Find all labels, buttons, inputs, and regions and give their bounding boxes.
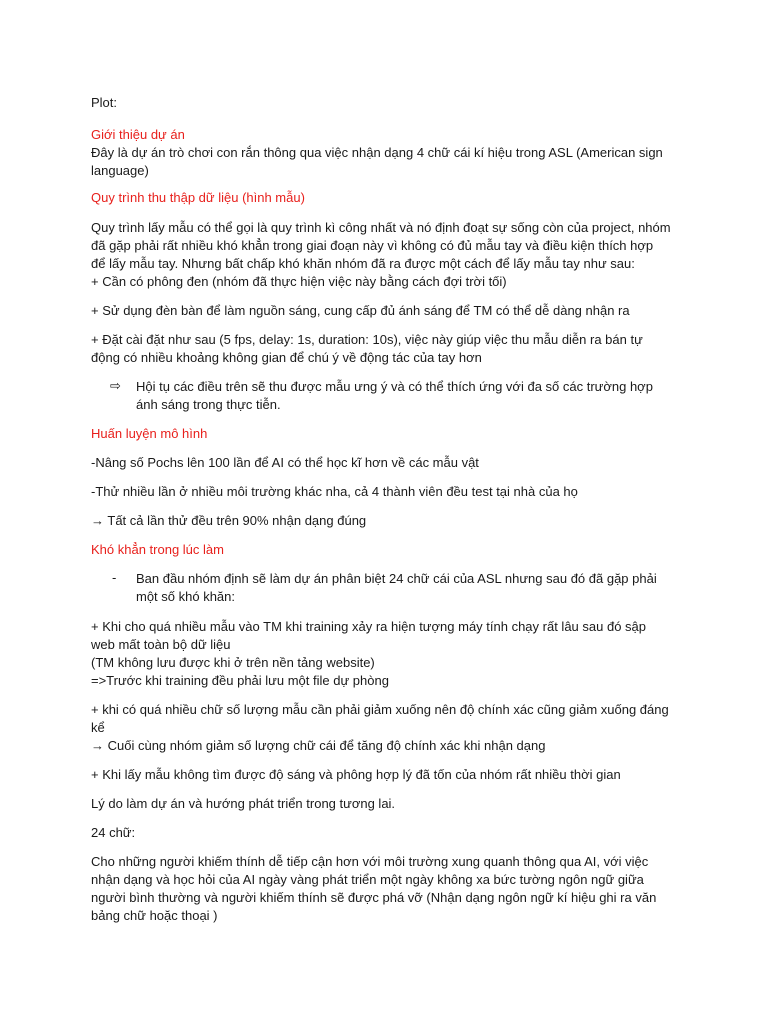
collection-item-lamp: + Sử dụng đèn bàn để làm nguồn sáng, cung cấp đủ ánh sáng để TM có thể dễ dàng nhận ra [91,303,630,318]
reason-paragraph: Cho những người khiếm thính dễ tiếp cận hơn với môi trường xung quanh thông qua AI, với việc nhận dạng và học hỏi của AI ngày vàng phát triển một ngày không xa bức tường ngôn ngữ giữa người bình thường và người khiếm thính sẽ được phá vỡ (Nhận dạng ngôn ngữ kí hiệu ghi ra văn bảng chữ hoặc thoại ) [91,854,657,923]
reason-title: Lý do làm dự án và hướng phát triển trong tương lai. [91,796,396,811]
reason-24-letters: 24 chữ: [91,825,136,840]
heading-data-collection: Quy trình thu thập dữ liệu (hình mẫu) [91,190,305,205]
difficulty-item-backup: =>Trước khi training đều phải lưu một file dự phòng [91,673,389,688]
dash-bullet: - [112,570,117,585]
training-item-environments: -Thử nhiều lần ở nhiều môi trường khác nha, cả 4 thành viên đều test tại nhà của họ [91,484,578,499]
collection-item-settings: + Đặt cài đặt như sau (5 fps, delay: 1s, duration: 10s), việc này giúp việc thu mẫu diễn ra bán tự động có nhiều khoảng không gian để chú ý về động tác của tay hơn [91,332,643,365]
collection-conclusion-text: Hội tụ các điều trên sẽ thu được mẫu ưng ý và có thể thích ứng với đa số các trường hợp ánh sáng trong thực tiễn. [136,379,653,412]
heading-training: Huấn luyện mô hình [91,426,208,441]
heading-difficulties: Khó khẳn trong lúc làm [91,542,224,557]
difficulty-item-lighting: + Khi lấy mẫu không tìm được độ sáng và phông hợp lý đã tốn của nhóm rất nhiều thời gian [91,767,621,782]
difficulty-item-no-save: (TM không lưu được khi ở trên nền tảng website) [91,655,375,670]
arrow-right-icon: ⇨ [110,378,121,393]
collection-item-background: + Cần có phông đen (nhóm đã thực hiện việc này bằng cách đợi trời tối) [91,274,507,289]
collection-paragraph: Quy trình lấy mẫu có thể gọi là quy trình kì công nhất và nó định đoạt sự sống còn của project, nhóm đã gặp phải rất nhiều khó khẳn trong giai đoạn này vì không có đủ mẫu tay và điều kiện thích hợp để lấy mẫu tay. Nhưng bất chấp khó khăn nhóm đã ra được một cách để lấy mẫu tay như sau: [91,220,671,271]
intro-paragraph: Đây là dự án trò chơi con rắn thông qua việc nhận dạng 4 chữ cái kí hiệu trong ASL (American sign language) [91,145,663,178]
collection-conclusion [110,378,671,414]
training-result: → Tất cả lần thử đều trên 90% nhận dạng đúng [91,513,367,528]
difficulty-item-accuracy: + khi có quá nhiều chữ số lượng mẫu cần phải giảm xuống nên độ chính xác cũng giảm xuống đáng kể [91,702,669,735]
difficulties-intro [112,570,671,606]
difficulty-item-reduce-letters: → Cuối cùng nhóm giảm số lượng chữ cái để tăng độ chính xác khi nhận dạng [91,738,546,753]
plot-label: Plot: [91,95,118,110]
document-body [91,94,671,925]
difficulties-intro-text: Ban đầu nhóm định sẽ làm dự án phân biệt 24 chữ cái của ASL nhưng sau đó đã gặp phải một số khó khăn: [136,571,657,604]
heading-intro: Giới thiệu dự án [91,127,185,142]
difficulty-item-training-crash: + Khi cho quá nhiều mẫu vào TM khi training xảy ra hiện tượng máy tính chạy rất lâu sau đó sập web mất toàn bộ dữ liệu [91,619,646,652]
training-item-epochs: -Nâng số Pochs lên 100 lần để AI có thể học kĩ hơn về các mẫu vật [91,455,479,470]
